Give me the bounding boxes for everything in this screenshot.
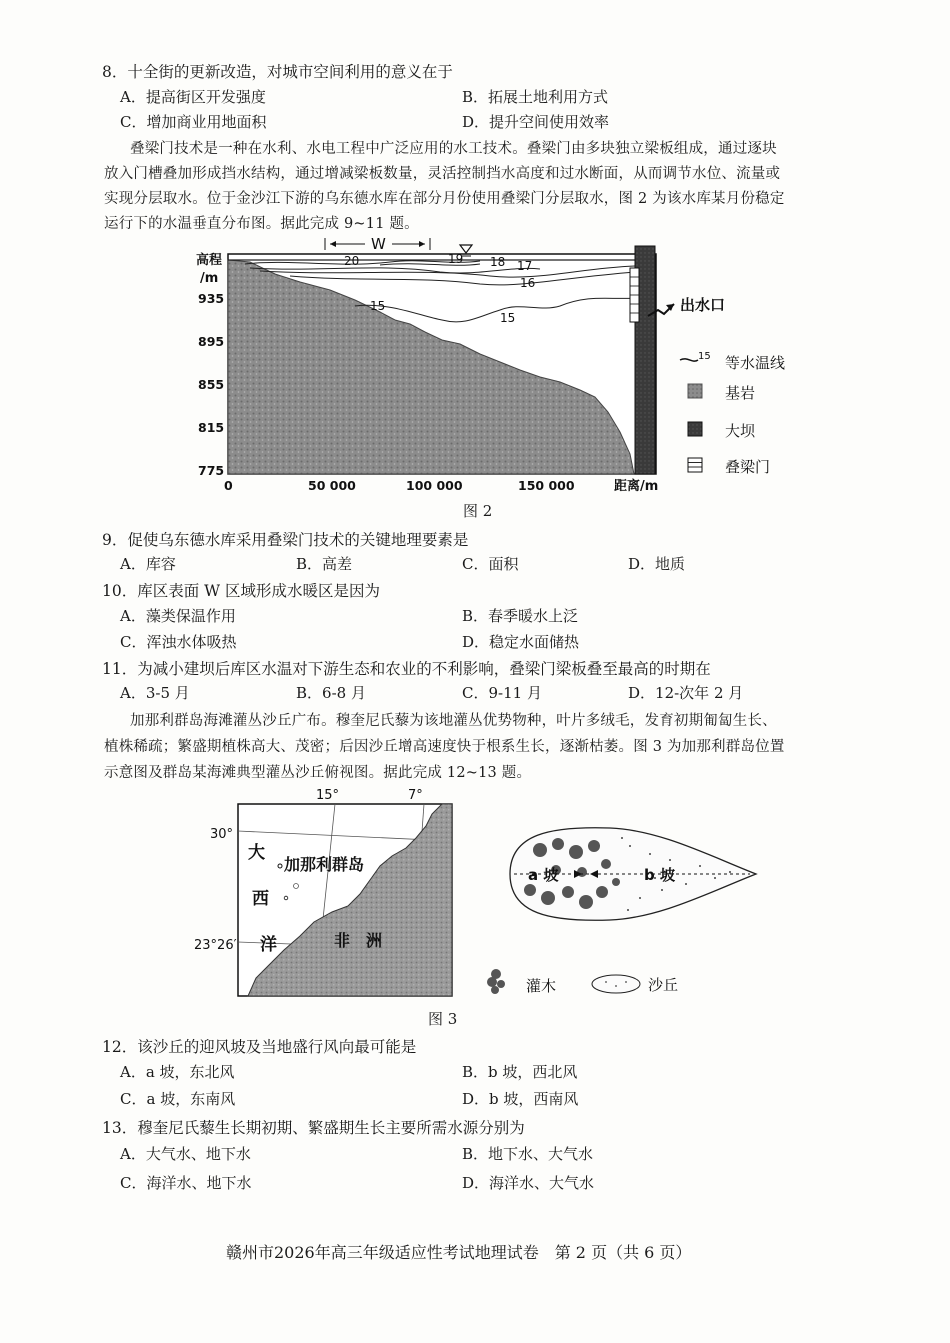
q11-option-a: A．3-5 月 (120, 684, 190, 702)
q12-option-c: C．a 坡，东南风 (120, 1090, 236, 1108)
longitude-7-label: 7° (408, 788, 423, 803)
y-axis-unit: /m (200, 271, 219, 286)
q11-stem: 11．为减小建坝后库区水温对下游生态和农业的不利影响，叠梁门梁板叠至最高的时期在 (102, 660, 711, 678)
q12-option-d: D．b 坡，西南风 (462, 1090, 579, 1108)
legend-dam: 大坝 (725, 422, 756, 440)
x-tick-label: 150 000 (518, 478, 575, 493)
isotherm-label: 15 (370, 299, 386, 313)
q12-option-b: B．b 坡，西北风 (462, 1063, 578, 1081)
ocean-label-char: 大 (248, 843, 265, 863)
w-label: W (371, 235, 386, 253)
figure-2-caption: 图 2 (463, 502, 493, 520)
legend-dune: 沙丘 (648, 976, 679, 994)
figure-2-diagram (180, 232, 820, 500)
bedrock-legend-icon (688, 384, 702, 398)
q8-option-c: C．增加商业用地面积 (120, 113, 267, 131)
longitude-15-label: 15° (316, 788, 340, 803)
isotherm-label: 19 (448, 252, 464, 266)
isotherm-label: 16 (520, 276, 536, 290)
dam-legend-icon (688, 422, 702, 436)
figure-3-diagram (194, 786, 770, 1008)
q13-stem: 13．穆奎尼氏藜生长期初期、繁盛期生长主要所需水源分别为 (102, 1119, 525, 1137)
canary-islands-label: 加那利群岛 (284, 855, 365, 874)
dune-legend-icon (592, 975, 640, 993)
isotherm-label: 20 (344, 254, 360, 268)
africa-label: 非 洲 (334, 931, 383, 950)
y-tick-label: 815 (198, 420, 225, 435)
q11-option-c: C．9-11 月 (462, 684, 542, 702)
legend-gate: 叠梁门 (725, 458, 771, 476)
q10-option-b: B．春季暖水上泛 (462, 607, 579, 625)
q13-option-d: D．海洋水、大气水 (462, 1174, 595, 1192)
x-tick-label: 50 000 (308, 478, 356, 493)
q8-option-a: A．提高街区开发强度 (120, 88, 266, 106)
x-tick-label: 0 (224, 478, 233, 493)
isotherm-label: 17 (517, 259, 533, 273)
outlet-label: 出水口 (680, 296, 726, 314)
q12-option-a: A．a 坡，东北风 (120, 1063, 235, 1081)
slope-a-label: a 坡 (528, 866, 559, 884)
passage2-line: 示意图及群岛某海滩典型灌丛沙丘俯视图。据此完成 12~13 题。 (104, 765, 532, 781)
q8-option-b: B．拓展土地利用方式 (462, 88, 609, 106)
q13-option-a: A．大气水、地下水 (120, 1145, 251, 1163)
ocean-label-char: 西 (252, 889, 269, 909)
q9-option-c: C．面积 (462, 555, 519, 573)
isotherm-legend-icon (680, 359, 698, 361)
q9-option-b: B．高差 (296, 555, 353, 573)
y-tick-label: 935 (198, 291, 225, 306)
ocean-label-char: 洋 (260, 935, 277, 955)
passage2-line: 加那利群岛海滩灌丛沙丘广布。穆奎尼氏藜为该地灌丛优势物种，叶片多绒毛，发育初期匍匐生长、 (130, 713, 777, 729)
q11-option-d: D．12-次年 2 月 (628, 684, 744, 702)
page-footer: 赣州市2026年高三年级适应性考试地理试卷 第 2 页（共 6 页） (226, 1243, 692, 1262)
q10-option-c: C．浑浊水体吸热 (120, 633, 237, 651)
y-tick-label: 895 (198, 334, 225, 349)
shrub-legend-icon (487, 969, 505, 994)
latitude-30-label: 30° (210, 827, 234, 842)
q8-option-d: D．提升空间使用效率 (462, 113, 610, 131)
y-tick-label: 775 (198, 463, 225, 478)
q13-option-b: B．地下水、大气水 (462, 1145, 594, 1163)
gate-legend-icon (688, 458, 702, 472)
q10-stem: 10．库区表面 W 区域形成水暖区是因为 (102, 582, 381, 600)
latitude-tropic-label: 23°26′ (194, 938, 237, 953)
passage1-line: 叠梁门技术是一种在水利、水电工程中广泛应用的水工技术。叠梁门由多块独立梁板组成，通过逐块 (130, 141, 777, 157)
q12-stem: 12．该沙丘的迎风坡及当地盛行风向最可能是 (102, 1038, 417, 1056)
legend-shrub: 灌木 (526, 977, 557, 995)
slope-b-label: b 坡 (644, 866, 675, 884)
legend-isotherm: 等水温线 (725, 354, 786, 372)
passage1-line: 放入门槽叠加形成挡水结构，通过增减梁板数量，灵活控制挡水高度和过水断面，从而调节水位、流量或 (104, 166, 781, 182)
y-tick-label: 855 (198, 377, 225, 392)
q10-option-d: D．稳定水面储热 (462, 633, 580, 651)
passage2-line: 植株稀疏；繁盛期植株高大、茂密；后因沙丘增高速度快于根系生长，逐渐枯萎。图 3 为加那利群岛位置 (104, 739, 785, 755)
q9-stem: 9．促使乌东德水库采用叠梁门技术的关键地理要素是 (102, 531, 469, 549)
q9-option-a: A．库容 (120, 555, 176, 573)
isotherm-label: 15 (500, 311, 516, 325)
legend-isotherm-number: 15 (698, 351, 711, 362)
passage1-line: 实现分层取水。位于金沙江下游的乌东德水库在部分月份使用叠梁门分层取水，图 2 为该水库某月份稳定 (104, 191, 785, 207)
y-axis-label: 高程 (196, 253, 223, 268)
x-tick-label: 100 000 (406, 478, 463, 493)
q8-stem: 8．十全街的更新改造，对城市空间利用的意义在于 (102, 63, 453, 81)
legend-bedrock: 基岩 (725, 384, 756, 402)
passage1-line: 运行下的水温垂直分布图。据此完成 9~11 题。 (104, 216, 419, 232)
q13-option-c: C．海洋水、地下水 (120, 1174, 252, 1192)
q9-option-d: D．地质 (628, 555, 686, 573)
x-axis-label: 距离/m (614, 479, 659, 494)
isotherm-label: 18 (490, 255, 506, 269)
q11-option-b: B．6-8 月 (296, 684, 366, 702)
q10-option-a: A．藻类保温作用 (120, 607, 236, 625)
figure-3-caption: 图 3 (428, 1010, 458, 1028)
